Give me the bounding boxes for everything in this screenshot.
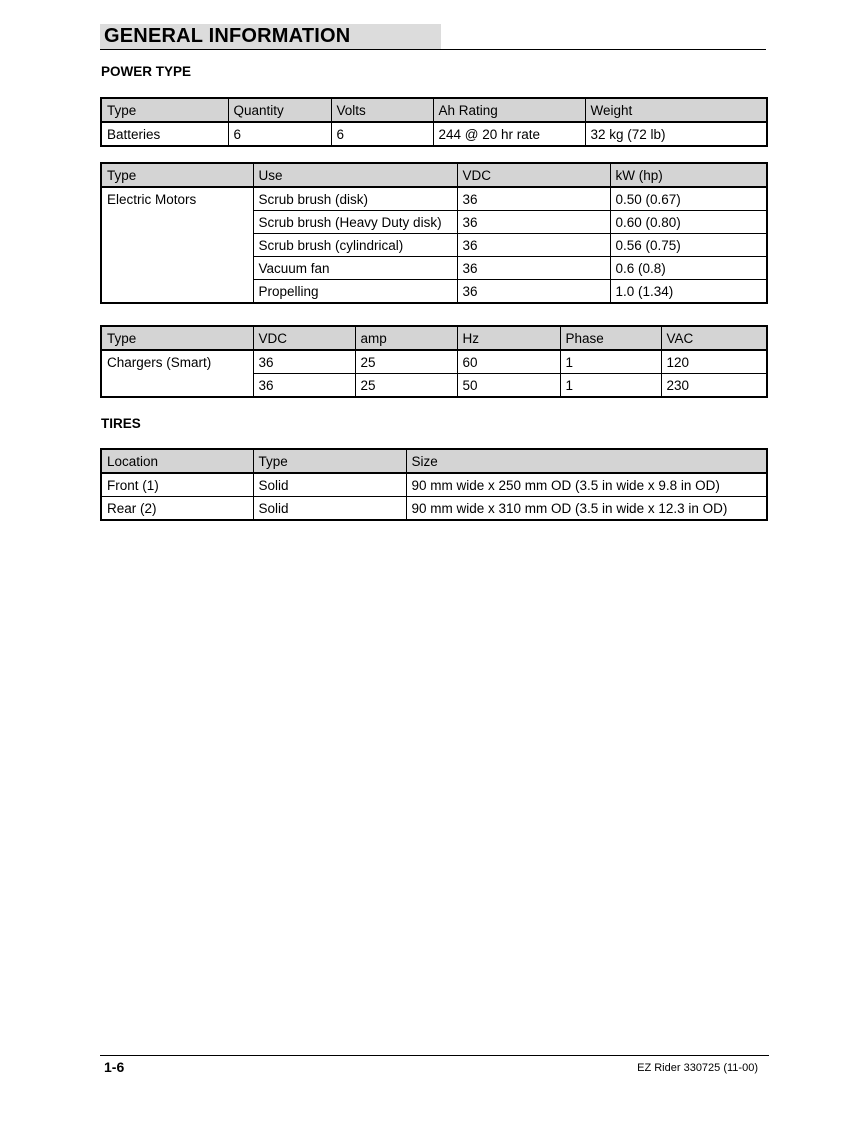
footer-rule — [100, 1055, 769, 1056]
table-cell: 36 — [253, 374, 355, 398]
page-number: 1-6 — [104, 1059, 125, 1075]
table-cell: 36 — [457, 187, 610, 211]
column-header: Hz — [457, 326, 560, 350]
table-cell: 90 mm wide x 310 mm OD (3.5 in wide x 12.3 in OD) — [406, 497, 767, 521]
table-cell: 244 @ 20 hr rate — [433, 122, 585, 146]
tires-table — [100, 448, 768, 521]
column-header: Use — [253, 163, 457, 187]
column-header: Size — [406, 449, 767, 473]
column-header: Type — [253, 449, 406, 473]
column-header: Type — [101, 98, 228, 122]
table-header-row — [101, 98, 767, 122]
table-cell: 0.6 (0.8) — [610, 257, 767, 280]
table-row — [101, 122, 767, 146]
column-header: Volts — [331, 98, 433, 122]
motors-table — [100, 162, 768, 304]
table-cell: 1 — [560, 374, 661, 398]
table-cell: 25 — [355, 374, 457, 398]
table-row — [101, 497, 767, 521]
table-cell: 36 — [253, 350, 355, 374]
table-header-row — [101, 326, 767, 350]
table-cell: 0.60 (0.80) — [610, 211, 767, 234]
section-title-power-type: POWER TYPE — [101, 64, 192, 79]
chargers-table — [100, 325, 768, 398]
table-cell: 25 — [355, 350, 457, 374]
column-header: Quantity — [228, 98, 331, 122]
column-header: Phase — [560, 326, 661, 350]
table-cell: 0.50 (0.67) — [610, 187, 767, 211]
document-reference: EZ Rider 330725 (11-00) — [637, 1062, 758, 1074]
table-cell: Rear (2) — [101, 497, 253, 521]
table-cell: Solid — [253, 497, 406, 521]
table-cell: 36 — [457, 211, 610, 234]
table-cell: 6 — [228, 122, 331, 146]
batteries-table — [100, 97, 768, 147]
table-cell: 1.0 (1.34) — [610, 280, 767, 304]
page-title: GENERAL INFORMATION — [104, 25, 351, 47]
column-header: kW (hp) — [610, 163, 767, 187]
table-cell: 60 — [457, 350, 560, 374]
table-header-row — [101, 163, 767, 187]
row-type-cell: Electric Motors — [101, 187, 253, 303]
table-cell: Propelling — [253, 280, 457, 304]
table-row — [101, 187, 767, 211]
table-cell: 90 mm wide x 250 mm OD (3.5 in wide x 9.8 in OD) — [406, 473, 767, 497]
table-cell: 6 — [331, 122, 433, 146]
column-header: amp — [355, 326, 457, 350]
table-cell: 36 — [457, 234, 610, 257]
table-cell: Front (1) — [101, 473, 253, 497]
column-header: Type — [101, 326, 253, 350]
column-header: VDC — [457, 163, 610, 187]
column-header: Type — [101, 163, 253, 187]
column-header: Weight — [585, 98, 767, 122]
table-cell: 50 — [457, 374, 560, 398]
table-cell: Scrub brush (disk) — [253, 187, 457, 211]
table-row — [101, 350, 767, 374]
table-cell: 120 — [661, 350, 767, 374]
column-header: VAC — [661, 326, 767, 350]
table-cell: 36 — [457, 280, 610, 304]
table-cell: 1 — [560, 350, 661, 374]
column-header: VDC — [253, 326, 355, 350]
table-cell: 36 — [457, 257, 610, 280]
table-row — [101, 473, 767, 497]
table-cell: 32 kg (72 lb) — [585, 122, 767, 146]
header-rule — [100, 49, 766, 50]
section-title-tires: TIRES — [101, 416, 141, 431]
table-cell: Solid — [253, 473, 406, 497]
column-header: Location — [101, 449, 253, 473]
table-cell: Scrub brush (cylindrical) — [253, 234, 457, 257]
table-cell: Scrub brush (Heavy Duty disk) — [253, 211, 457, 234]
table-cell: Vacuum fan — [253, 257, 457, 280]
table-header-row — [101, 449, 767, 473]
row-type-cell: Chargers (Smart) — [101, 350, 253, 397]
table-cell: 230 — [661, 374, 767, 398]
table-cell: Batteries — [101, 122, 228, 146]
table-cell: 0.56 (0.75) — [610, 234, 767, 257]
column-header: Ah Rating — [433, 98, 585, 122]
